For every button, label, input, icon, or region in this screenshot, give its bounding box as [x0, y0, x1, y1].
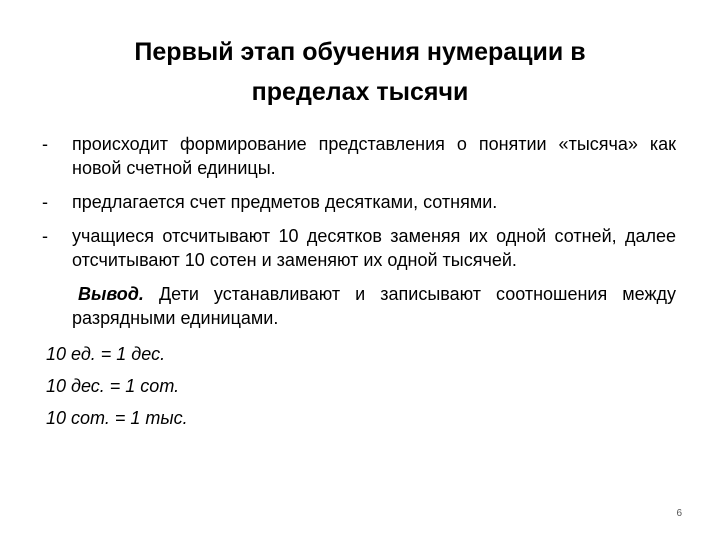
bullet-item-3: [40, 224, 676, 272]
bullet-marker: -: [42, 134, 48, 154]
bullet-marker: -: [42, 192, 48, 212]
conclusion-label: Вывод.: [78, 284, 144, 304]
conclusion-text: Дети устанавливают и записывают соотношения между разрядными единицами.: [72, 284, 676, 328]
slide-content: [40, 132, 676, 438]
bullet-text: учащиеся отсчитывают 10 десятков заменяя их одной сотней, далее отсчитывают 10 сотен и заменяют их одной тысячей.: [72, 226, 676, 270]
slide-title: [40, 32, 680, 112]
title-line-2: пределах тысячи: [251, 78, 469, 106]
title-line-1: Первый этап обучения нумерации в: [134, 38, 586, 66]
equation-units-to-tens: 10 ед. = 1 дес.: [46, 344, 166, 364]
equation-tens-to-hundreds: 10 дес. = 1 сот.: [46, 376, 180, 396]
bullet-text: происходит формирование представления о понятии «тысяча» как новой счетной единицы.: [72, 134, 676, 178]
page-number: 6: [676, 508, 682, 519]
bullet-item-1: [40, 132, 676, 180]
bullet-item-2: [40, 190, 676, 214]
bullet-marker: -: [42, 226, 48, 246]
conclusion-paragraph: [40, 282, 676, 330]
bullet-text: предлагается счет предметов десятками, сотнями.: [72, 192, 498, 212]
equation-hundreds-to-thousands: 10 сот. = 1 тыс.: [46, 408, 188, 428]
